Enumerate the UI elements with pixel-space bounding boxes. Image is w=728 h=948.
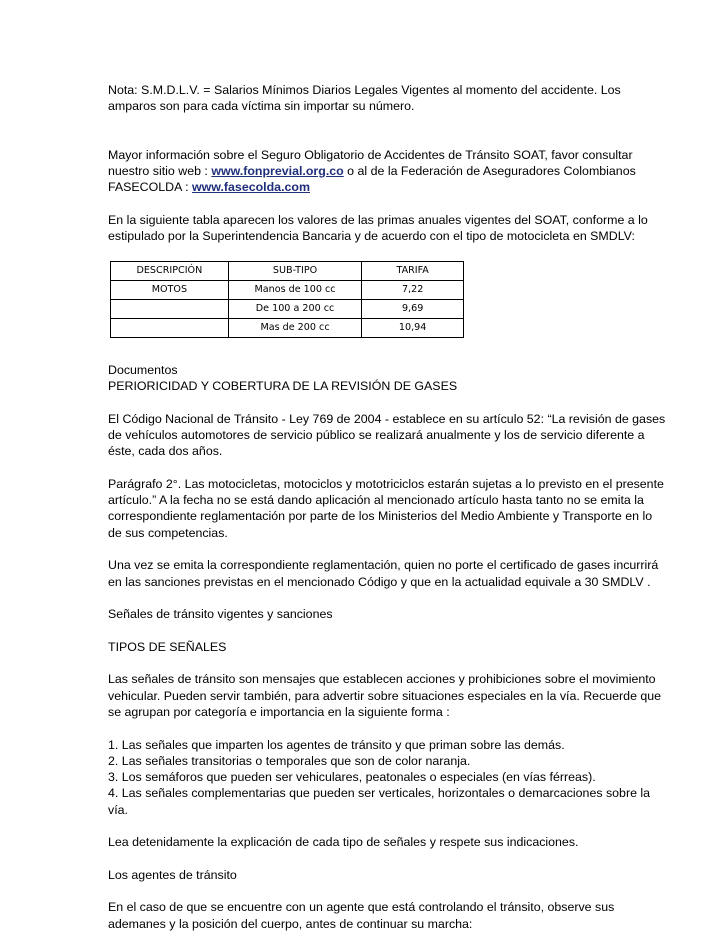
document-page [108,82,668,948]
agentes-heading: Los agentes de tránsito [108,867,237,882]
tarifas-table [110,261,464,338]
cell-subtipo: De 100 a 200 cc [228,299,362,318]
tipos-heading: TIPOS DE SEÑALES [108,639,227,654]
info-middle: o al de la Federación de Aseguradores Colombianos FASECOLDA : [108,163,636,195]
paragrafo-paragraph: Parágrafo 2°. Las motocicletas, motociclos y mototriciclos estarán sujetas a lo previsto en el presente artículo.” A la fecha no se está dando aplicación al mencionado artículo hasta tanto no se emita la correspondiente reglamentación por parte de los Ministerios del Medio Ambiente y Transporte en lo de sus competencias. [108,476,664,540]
tipos-list [108,737,668,818]
agentes-paragraph: En el caso de que se encuentre con un agente que está controlando el tránsito, observe sus ademanes y la posición del cuerpo, antes de continuar su marcha: [108,900,615,931]
header-descripcion: DESCRIPCIÓN [111,261,229,280]
cell-subtipo: Mas de 200 cc [228,318,362,337]
list-item: 3. Los semáforos que pueden ser vehiculares, peatonales o especiales (en vías férreas). [108,770,596,785]
cell-descripcion [111,318,229,337]
fasecolda-link[interactable]: www.fasecolda.com [192,180,310,195]
intro-tabla-paragraph: En la siguiente tabla aparecen los valores de las primas anuales vigentes del SOAT, conforme a lo estipulado por la Superintendencia Bancaria y de acuerdo con el tipo de motocicleta en SMDLV: [108,212,648,244]
documentos-label: Documentos [108,362,178,377]
tarifas-table-wrap [108,261,668,338]
tipos-intro-paragraph: Las señales de tránsito son mensajes que establecen acciones y prohibiciones sobre el movimiento vehicular. Pueden servir también, para advertir sobre situaciones especiales en la vía. Recuerde que se agrupan por categoría e importancia en la siguiente forma : [108,672,662,719]
info-prefix: Mayor información sobre el Seguro Obligatorio de Accidentes de Tránsito SOAT, favor consultar nuestro sitio web : [108,147,633,178]
cell-tarifa: 10,94 [362,318,464,337]
list-item: 2. Las señales transitorias o temporales que son de color naranja. [108,753,471,768]
nota-paragraph: Nota: S.M.D.L.V. = Salarios Mínimos Diarios Legales Vigentes al momento del accidente. Los amparos son para cada víctima sin importar su número. [108,83,621,114]
cell-tarifa: 9,69 [362,299,464,318]
table-row [111,299,464,318]
sanciones-paragraph: Una vez se emita la correspondiente reglamentación, quien no porte el certificado de gases incurrirá en las sanciones previstas en el mencionado Código y que en la actualidad equivale a 30 SMDLV . [108,558,659,589]
cell-descripcion: MOTOS [111,280,229,299]
cell-tarifa: 7,22 [362,280,464,299]
revision-title: PERIORICIDAD Y COBERTURA DE LA REVISIÓN DE GASES [108,378,458,393]
info-paragraph [108,147,668,196]
header-subtipo: SUB-TIPO [228,261,362,280]
list-item: 1. Las señales que imparten los agentes de tránsito y que priman sobre las demás. [108,737,565,752]
table-row [111,318,464,337]
lea-paragraph: Lea detenidamente la explicación de cada tipo de señales y respete sus indicaciones. [108,835,579,850]
cell-descripcion [111,299,229,318]
documentos-heading [108,362,668,395]
fonprevial-link[interactable]: www.fonprevial.org.co [211,163,344,178]
table-header-row [111,261,464,280]
list-item: 4. Las señales complementarias que pueden ser verticales, horizontales o demarcaciones sobre la vía. [108,786,651,817]
cell-subtipo: Manos de 100 cc [228,280,362,299]
senales-heading: Señales de tránsito vigentes y sanciones [108,607,333,622]
codigo-paragraph: El Código Nacional de Tránsito - Ley 769 de 2004 - establece en su artículo 52: “La revisión de gases de vehículos automotores de servicio público se realizará anualmente y los de servicio diferente a éste, cada dos años. [108,411,666,459]
table-row [111,280,464,299]
header-tarifa: TARIFA [362,261,464,280]
